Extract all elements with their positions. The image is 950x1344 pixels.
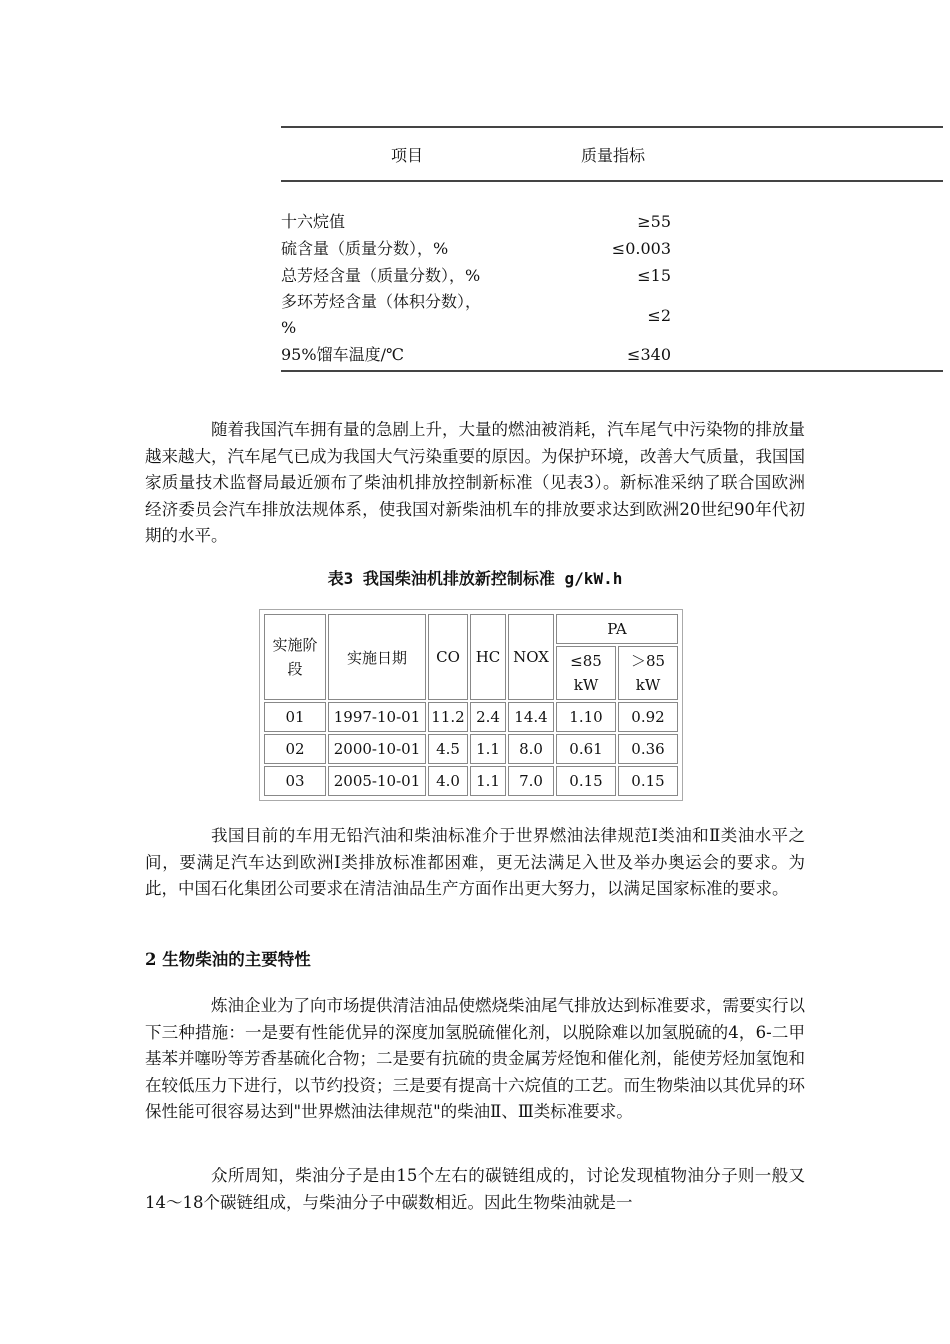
table-row (264, 734, 678, 764)
quality-spec-table (281, 126, 943, 372)
header-stage-line2: 段 (287, 660, 303, 678)
header-stage-line1: 实施阶 (272, 636, 318, 654)
cell-co: 11.2 (428, 702, 468, 732)
spec-name (281, 289, 531, 341)
header-item: 项目 (390, 145, 423, 165)
cell-pa-high: 0.92 (618, 702, 678, 732)
paragraph-refining-measures: 炼油企业为了向市场提供清洁油品使燃烧柴油尾气排放达到标准要求，需要实行以下三种措施：一是要有性能优异的深度加氢脱硫催化剂，以脱除难以加氢脱硫的4，6-二甲基苯并噻吩等芳香基硫化合物；二是要有抗硫的贵金属芳烃饱和催化剂，能使芳烃加氢饱和在较低压力下进行，以节约投资；三是要有提高十六烷值的工艺。而生物柴油以其优异的环保性能可很容易达到"世界燃油法律规范"的柴油Ⅱ、Ⅲ类标准要求。 (145, 996, 805, 1121)
spec-row (281, 262, 943, 289)
cell-co: 4.5 (428, 734, 468, 764)
header-hc: HC (470, 614, 506, 700)
header-pa-low-line2: kW (573, 676, 599, 694)
cell-nox: 7.0 (508, 766, 554, 796)
header-nox: NOX (508, 614, 554, 700)
spec-value: ≤0.003 (611, 239, 671, 258)
header-co: CO (428, 614, 468, 700)
table-row (264, 766, 678, 796)
cell-date: 2005-10-01 (328, 766, 426, 796)
section-heading: 2 生物柴油的主要特性 (145, 950, 311, 969)
cell-co: 4.0 (428, 766, 468, 796)
spec-name: 总芳烃含量（质量分数），% (281, 266, 481, 285)
spec-name: 硫含量（质量分数），% (281, 239, 449, 258)
spec-row (281, 289, 943, 341)
cell-hc: 1.1 (470, 766, 506, 796)
cell-stage: 02 (264, 734, 326, 764)
paragraph-emissions-intro: 随着我国汽车拥有量的急剧上升，大量的燃油被消耗，汽车尾气中污染物的排放量越来越大，汽车尾气已成为我国大气污染重要的原因。为保护环境，改善大气质量，我国国家质量技术监督局最近颁布了柴油机排放控制新标准（见表3）。新标准采纳了联合国欧洲经济委员会汽车排放法规体系，使我国对新柴油机车的排放要求达到欧洲20世纪90年代初期的水平。 (145, 420, 805, 545)
header-pa-low (556, 646, 616, 700)
table3-caption: 表3 我国柴油机排放新控制标准 g/kW.h (327, 569, 623, 588)
cell-pa-low: 0.61 (556, 734, 616, 764)
cell-pa-low: 0.15 (556, 766, 616, 796)
header-date: 实施日期 (328, 614, 426, 700)
cell-nox: 14.4 (508, 702, 554, 732)
spec-name-line1: 多环芳烃含量（体积分数）， (281, 292, 482, 311)
spec-row (281, 235, 943, 262)
spec-value: ≤15 (637, 266, 671, 285)
cell-pa-high: 0.15 (618, 766, 678, 796)
cell-nox: 8.0 (508, 734, 554, 764)
spec-value: ≤340 (627, 345, 671, 364)
spec-name: 95%馏车温度/℃ (281, 345, 404, 364)
cell-hc: 1.1 (470, 734, 506, 764)
spec-value: ≤2 (647, 305, 671, 325)
header-indicator: 质量指标 (580, 145, 645, 165)
spec-name: 十六烷值 (281, 212, 346, 231)
header-pa-high-line1: ＞85 (630, 652, 666, 670)
paragraph-fuel-standards: 我国目前的车用无铅汽油和柴油标准介于世界燃油法律规范Ⅰ类油和Ⅱ类油水平之间，要满足汽车达到欧洲Ⅰ类排放标准都困难，更无法满足入世及举办奥运会的要求。为此，中国石化集团公司要求在清洁油品生产方面作出更大努力，以满足国家标准的要求。 (145, 826, 805, 898)
cell-hc: 2.4 (470, 702, 506, 732)
cell-stage: 03 (264, 766, 326, 796)
header-pa-high (618, 646, 678, 700)
cell-date: 1997-10-01 (328, 702, 426, 732)
table-row (264, 702, 678, 732)
cell-date: 2000-10-01 (328, 734, 426, 764)
header-pa: PA (556, 614, 678, 644)
paragraph-biodiesel-carbon: 众所周知，柴油分子是由15个左右的碳链组成的，讨论发现植物油分子则一般又14～18个碳链组成，与柴油分子中碳数相近。因此生物柴油就是一 (145, 1166, 805, 1212)
emission-standard-table (259, 609, 683, 801)
cell-pa-high: 0.36 (618, 734, 678, 764)
spec-table-header (281, 128, 943, 182)
header-stage (264, 614, 326, 700)
spec-row (281, 208, 943, 235)
header-pa-high-line2: kW (635, 676, 661, 694)
cell-stage: 01 (264, 702, 326, 732)
spec-name-line2: % (281, 318, 297, 337)
spec-row (281, 341, 943, 368)
header-pa-low-line1: ≤85 (570, 652, 602, 670)
cell-pa-low: 1.10 (556, 702, 616, 732)
spec-value: ≥55 (637, 212, 671, 231)
